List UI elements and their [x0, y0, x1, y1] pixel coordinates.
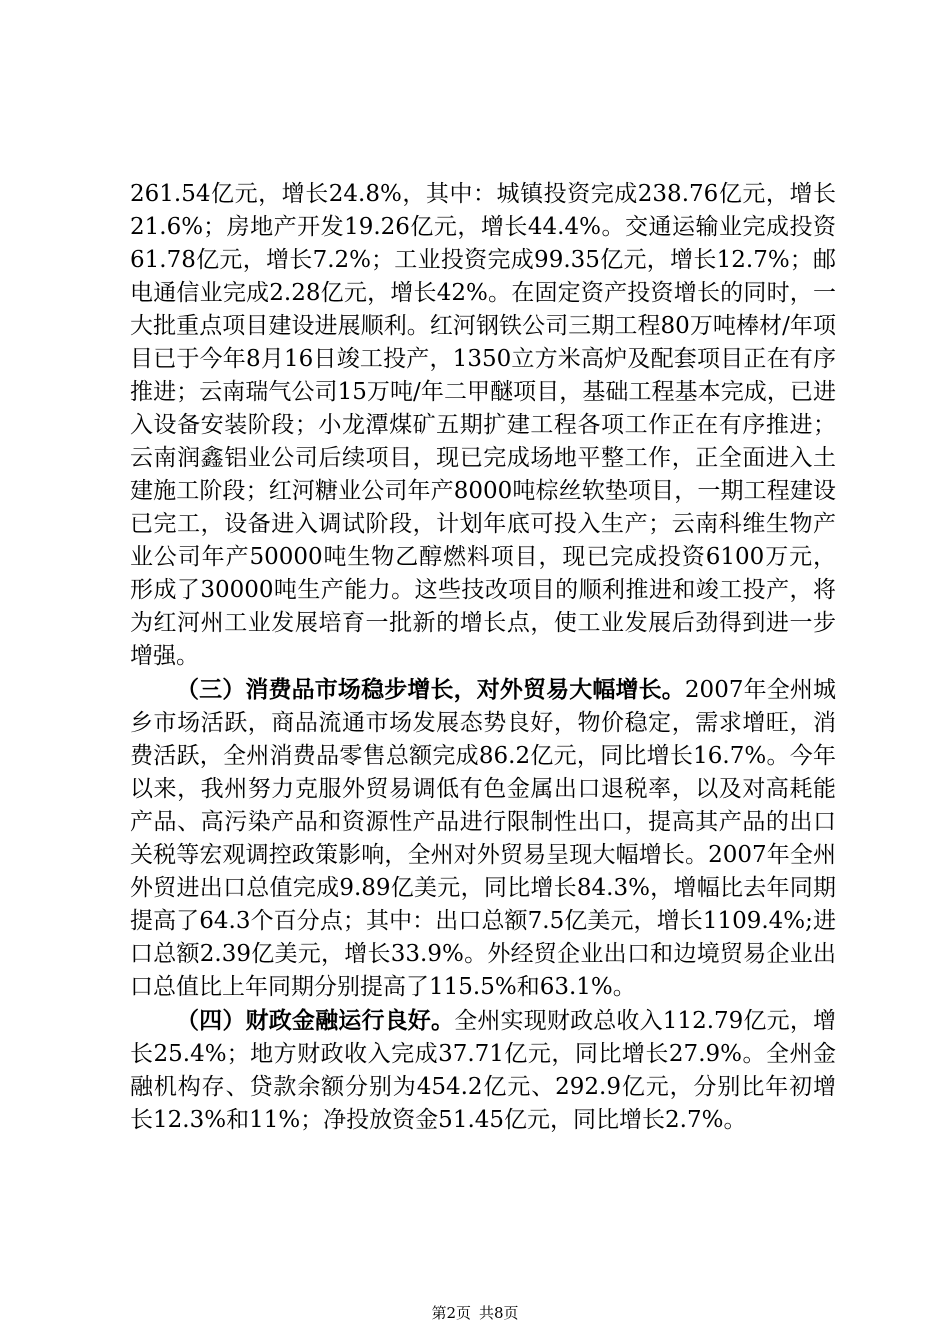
paragraph-fixed-asset-investment [130, 178, 836, 673]
page-number-current: 第2页 [431, 1304, 471, 1322]
page-footer [0, 1303, 950, 1323]
paragraph-text: 2007年全州城乡市场活跃，商品流通市场发展态势良好，物价稳定，需求增旺，消费活跃，全州消费品零售总额完成86.2亿元，同比增长16.7%。今年以来，我州努力克服外贸易调低有色金属出口退税率，以及对高耗能产品、高污染产品和资源性产品进行限制性出口，提高其产品的出口关税等宏观调控政策影响，全州对外贸易呈现大幅增长。2007年全州外贸进出口总值完成9.89亿美元，同比增长84.3%，增幅比去年同期提高了64.3个百分点；其中：出口总额7.5亿美元，增长1109.4%;进口总额2.39亿美元，增长33.9%。外经贸企业出口和边境贸易企业出口总值比上年同期分别提高了115.5%和63.1%。 [130, 677, 836, 1000]
paragraph-finance [130, 1004, 836, 1137]
section-heading-consumer-trade: （三）消费品市场稳步增长，对外贸易大幅增长。 [176, 676, 685, 703]
page-body [130, 178, 836, 1137]
section-heading-finance: （四）财政金融运行良好。 [176, 1007, 455, 1034]
paragraph-text: 全州实现财政总收入112.79亿元，增长25.4%；地方财政收入完成37.71亿元，同比增长27.9%。全州金融机构存、贷款余额分别为454.2亿元、292.9亿元，分别比年初增长12.3%和11%；净投放资金51.45亿元，同比增长2.7%。 [130, 1008, 836, 1133]
paragraph-consumer-market-trade [130, 673, 836, 1004]
paragraph-text: 261.54亿元，增长24.8%，其中：城镇投资完成238.76亿元，增长21.6%；房地产开发19.26亿元，增长44.4%。交通运输业完成投资61.78亿元，增长7.2%；工业投资完成99.35亿元，增长12.7%；邮电通信业完成2.28亿元，增长42%。在固定资产投资增长的同时，一大批重点项目建设进展顺利。红河钢铁公司三期工程80万吨棒材/年项目已于今年8月16日竣工投产，1350立方米高炉及配套项目正在有序推进；云南瑞气公司15万吨/年二甲醚项目，基础工程基本完成，已进入设备安装阶段；小龙潭煤矿五期扩建工程各项工作正在有序推进；云南润鑫铝业公司后续项目，现已完成场地平整工作，正全面进入土建施工阶段；红河糖业公司年产8000吨棕丝软垫项目，一期工程建设已完工，设备进入调试阶段，计划年底可投入生产；云南科维生物产业公司年产50000吨生物乙醇燃料项目，现已完成投资6100万元，形成了30000吨生产能力。这些技改项目的顺利推进和竣工投产，将为红河州工业发展培育一批新的增长点，使工业发展后劲得到进一步增强。 [130, 181, 836, 669]
page-number-total: 共8页 [479, 1304, 519, 1322]
